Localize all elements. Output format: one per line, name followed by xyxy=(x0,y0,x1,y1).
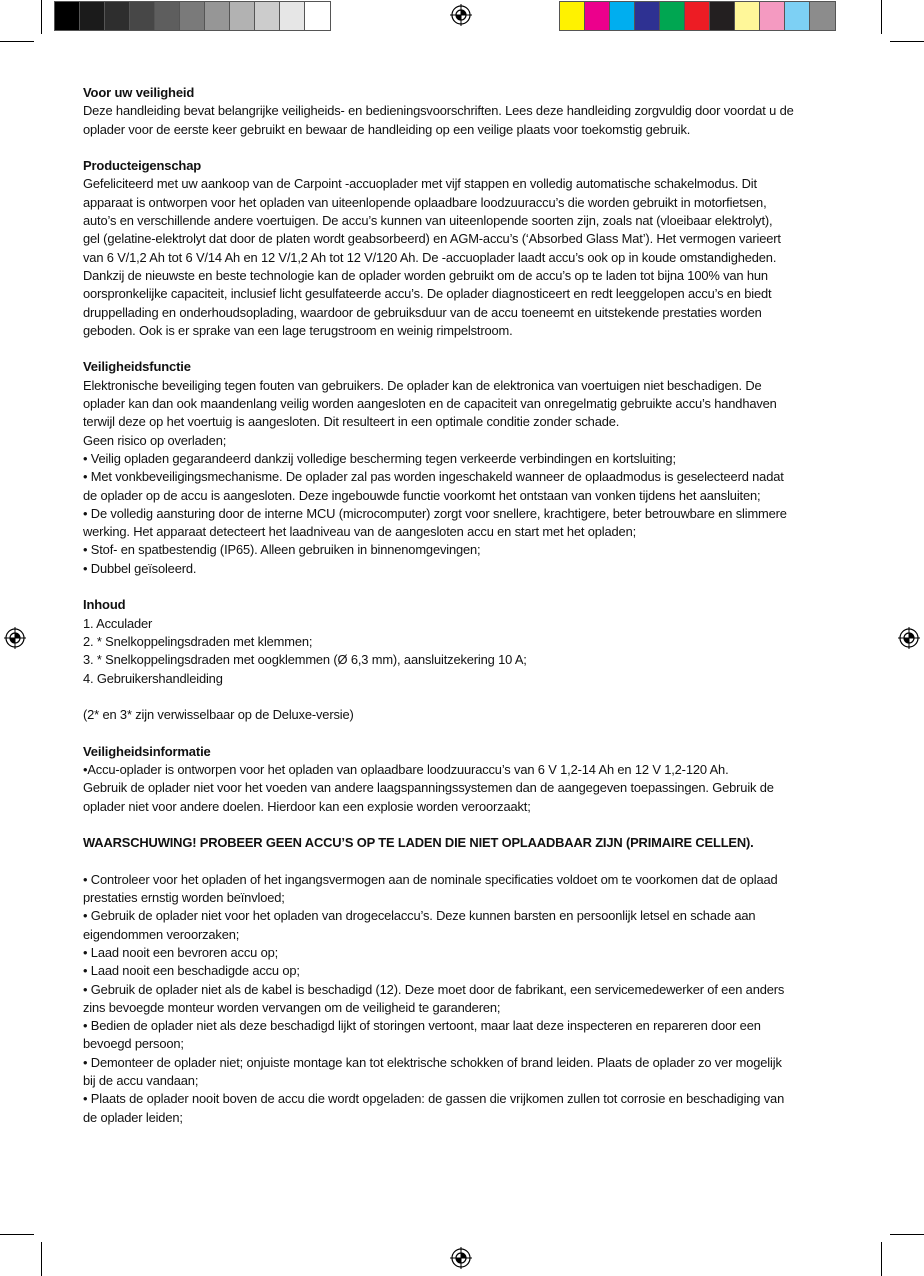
crop-mark xyxy=(41,0,42,34)
text-line: Gebruik de oplader niet voor het voeden van andere laagspanningssystemen dan de aangegeven toepassingen. Gebruik de xyxy=(83,780,774,796)
crop-mark xyxy=(890,1234,924,1235)
color-swatch xyxy=(635,2,660,30)
color-swatch xyxy=(205,2,230,30)
color-swatch xyxy=(710,2,735,30)
registration-mark-icon xyxy=(450,4,472,26)
warning-text: WAARSCHUWING! PROBEER GEEN ACCU’S OP TE LADEN DIE NIET OPLAADBAAR ZIJN (PRIMAIRE CELLEN). xyxy=(83,835,754,851)
text-line: oplader kan dan ook maandenlang veilig worden aangesloten en de capaciteit van onregelmatig gebruikte accu’s handhaven xyxy=(83,396,777,412)
color-swatch xyxy=(760,2,785,30)
registration-mark-icon xyxy=(450,1247,472,1269)
crop-mark xyxy=(41,1242,42,1276)
text-line: • Met vonkbeveiligingsmechanisme. De oplader zal pas worden ingeschakeld wanneer de oplaadmodus is geselecteerd nadat xyxy=(83,469,784,485)
contents-note: (2* en 3* zijn verwisselbaar op de Deluxe-versie) xyxy=(83,707,354,723)
text-line: • Bedien de oplader niet als deze beschadigd lijkt of storingen vertoont, maar laat deze inspecteren en repareren door een xyxy=(83,1018,761,1034)
text-line: • Stof- en spatbestendig (IP65). Alleen gebruiken in binnenomgevingen; xyxy=(83,542,481,558)
gray-calibration-bar xyxy=(54,1,331,31)
text-line: Deze handleiding bevat belangrijke veiligheids- en bedieningsvoorschriften. Lees deze handleiding zorgvuldig door voordat u de xyxy=(83,103,794,119)
section-body-function xyxy=(83,377,843,578)
text-line: •Accu-oplader is ontworpen voor het opladen van oplaadbare loodzuuraccu’s van 6 V 1,2-14 Ah en 12 V 1,2-120 Ah. xyxy=(83,761,729,777)
text-line: 4. Gebruikershandleiding xyxy=(83,670,223,686)
section-body-product xyxy=(83,175,843,340)
text-line: eigendommen veroorzaken; xyxy=(83,926,240,942)
text-line: • Demonteer de oplader niet; onjuiste montage kan tot elektrische schokken of brand leiden. Plaats de oplader zo ver mogelijk xyxy=(83,1054,782,1070)
text-line: • Plaats de oplader nooit boven de accu die wordt opgeladen: de gassen die vrijkomen zullen tot corrosie en beschadiging van xyxy=(83,1091,785,1107)
section-body-contents xyxy=(83,615,843,688)
text-line: druppellading en onderhoudsoplading, waardoor de gebruiksduur van de accu toeneemt en uitstekende prestaties worden xyxy=(83,304,762,320)
text-line: • De volledig aansturing door de interne MCU (microcomputer) zorgt voor snellere, krachtigere, beter betrouwbare en slimmere xyxy=(83,505,787,521)
section-bullets-info xyxy=(83,871,843,1127)
color-swatch xyxy=(280,2,305,30)
color-swatch xyxy=(305,2,330,30)
section-title-function: Veiligheidsfunctie xyxy=(83,359,191,375)
text-line: bij de accu vandaan; xyxy=(83,1073,199,1089)
section-title-safety: Voor uw veiligheid xyxy=(83,85,195,100)
text-line: zins bevoegde monteur worden vervangen om de veiligheid te garanderen; xyxy=(83,999,501,1015)
text-line: terwijl deze op het voertuig is aangesloten. Dit resulteert in een optimale conditie zonder schade. xyxy=(83,414,620,430)
color-swatch xyxy=(560,2,585,30)
crop-mark xyxy=(0,41,34,42)
text-line: bevoegd persoon; xyxy=(83,1036,184,1052)
text-line: de oplader op de accu is aangesloten. Deze ingebouwde functie voorkomt het ontstaan van vonken tijdens het aansluiten; xyxy=(83,487,761,503)
color-swatch xyxy=(105,2,130,30)
text-line: • Dubbel geïsoleerd. xyxy=(83,560,197,576)
text-line: Gefeliciteerd met uw aankoop van de Carpoint -accuoplader met vijf stappen en volledig automatische schakelmodus. Dit xyxy=(83,176,757,192)
text-line: • Gebruik de oplader niet voor het opladen van drogecelaccu’s. Deze kunnen barsten en persoonlijk letsel en schade aan xyxy=(83,908,756,924)
crop-mark xyxy=(881,1242,882,1276)
color-swatch xyxy=(80,2,105,30)
text-line: apparaat is ontworpen voor het opladen van uiteenlopende oplaadbare loodzuuraccu’s die worden gebruikt in motorfietsen, xyxy=(83,194,767,210)
text-line: • Veilig opladen gegarandeerd dankzij volledige bescherming tegen verkeerde verbindingen en kortsluiting; xyxy=(83,450,676,466)
registration-mark-icon xyxy=(4,627,26,649)
text-line: • Gebruik de oplader niet als de kabel is beschadigd (12). Deze moet door de fabrikant, een servicemedewerker of een anders xyxy=(83,981,785,997)
color-swatch xyxy=(610,2,635,30)
text-line: oorspronkelijke capaciteit, inclusief licht gesulfateerde accu’s. De oplader diagnosticeert en redt leeggelopen accu’s en biedt xyxy=(83,286,772,302)
color-swatch xyxy=(735,2,760,30)
text-line: geboden. Ook is er sprake van een lage terugstroom en weinig rimpelstroom. xyxy=(83,322,513,338)
text-line: werking. Het apparaat detecteert het laadniveau van de aangesloten accu en start met het opladen; xyxy=(83,524,637,540)
color-calibration-bar xyxy=(559,1,836,31)
color-swatch xyxy=(785,2,810,30)
text-line: Geen risico op overladen; xyxy=(83,432,227,448)
text-line: • Laad nooit een beschadigde accu op; xyxy=(83,963,300,979)
crop-mark xyxy=(881,0,882,34)
color-swatch xyxy=(155,2,180,30)
text-line: 1. Acculader xyxy=(83,615,153,631)
text-line: Elektronische beveiliging tegen fouten van gebruikers. De oplader kan de elektronica van voertuigen niet beschadigen. De xyxy=(83,377,762,393)
section-body-info xyxy=(83,761,843,816)
crop-mark xyxy=(0,1234,34,1235)
crop-mark xyxy=(890,41,924,42)
manual-page xyxy=(83,84,843,1127)
text-line: • Laad nooit een bevroren accu op; xyxy=(83,944,279,960)
text-line: • Controleer voor het opladen of het ingangsvermogen aan de nominale specificaties voldoet om te voorkomen dat de oplaad xyxy=(83,871,778,887)
text-line: auto’s en verschillende andere voertuigen. De accu’s kunnen van uiteenlopende soorten zijn, zoals nat (vloeibaar elektrolyt), xyxy=(83,213,773,229)
text-line: prestaties ernstig worden beïnvloed; xyxy=(83,890,285,906)
registration-mark-icon xyxy=(898,627,920,649)
text-line: oplader voor de eerste keer gebruikt en bewaar de handleiding op een veilige plaats voor toekomstig gebruik. xyxy=(83,121,691,137)
text-line: de oplader leiden; xyxy=(83,1109,183,1125)
section-title-info: Veiligheidsinformatie xyxy=(83,743,211,759)
text-line: gel (gelatine-elektrolyt dat door de platen wordt geabsorbeerd) en AGM-accu’s (‘Absorbed Glass Mat’). Het vermogen varieert xyxy=(83,231,781,247)
text-line: Dankzij de nieuwste en beste technologie kan de oplader worden gebruikt om de accu’s op te laden tot bijna 100% van hun xyxy=(83,267,768,283)
section-title-product: Producteigenschap xyxy=(83,158,202,174)
text-line: 3. * Snelkoppelingsdraden met oogklemmen (Ø 6,3 mm), aansluitzekering 10 A; xyxy=(83,652,527,668)
text-line: van 6 V/1,2 Ah tot 6 V/14 Ah en 12 V/1,2 Ah tot 12 V/120 Ah. De -accuoplader laadt accu’s ook op in koude omstandigheden. xyxy=(83,249,777,265)
text-line: 2. * Snelkoppelingsdraden met klemmen; xyxy=(83,633,313,649)
color-swatch xyxy=(585,2,610,30)
color-swatch xyxy=(130,2,155,30)
color-swatch xyxy=(55,2,80,30)
color-swatch xyxy=(810,2,835,30)
color-swatch xyxy=(230,2,255,30)
color-swatch xyxy=(660,2,685,30)
color-swatch xyxy=(255,2,280,30)
color-swatch xyxy=(180,2,205,30)
section-body-safety xyxy=(83,102,843,139)
text-line: oplader niet voor andere doelen. Hierdoor kan een explosie worden veroorzaakt; xyxy=(83,798,531,814)
section-title-contents: Inhoud xyxy=(83,597,126,613)
color-swatch xyxy=(685,2,710,30)
